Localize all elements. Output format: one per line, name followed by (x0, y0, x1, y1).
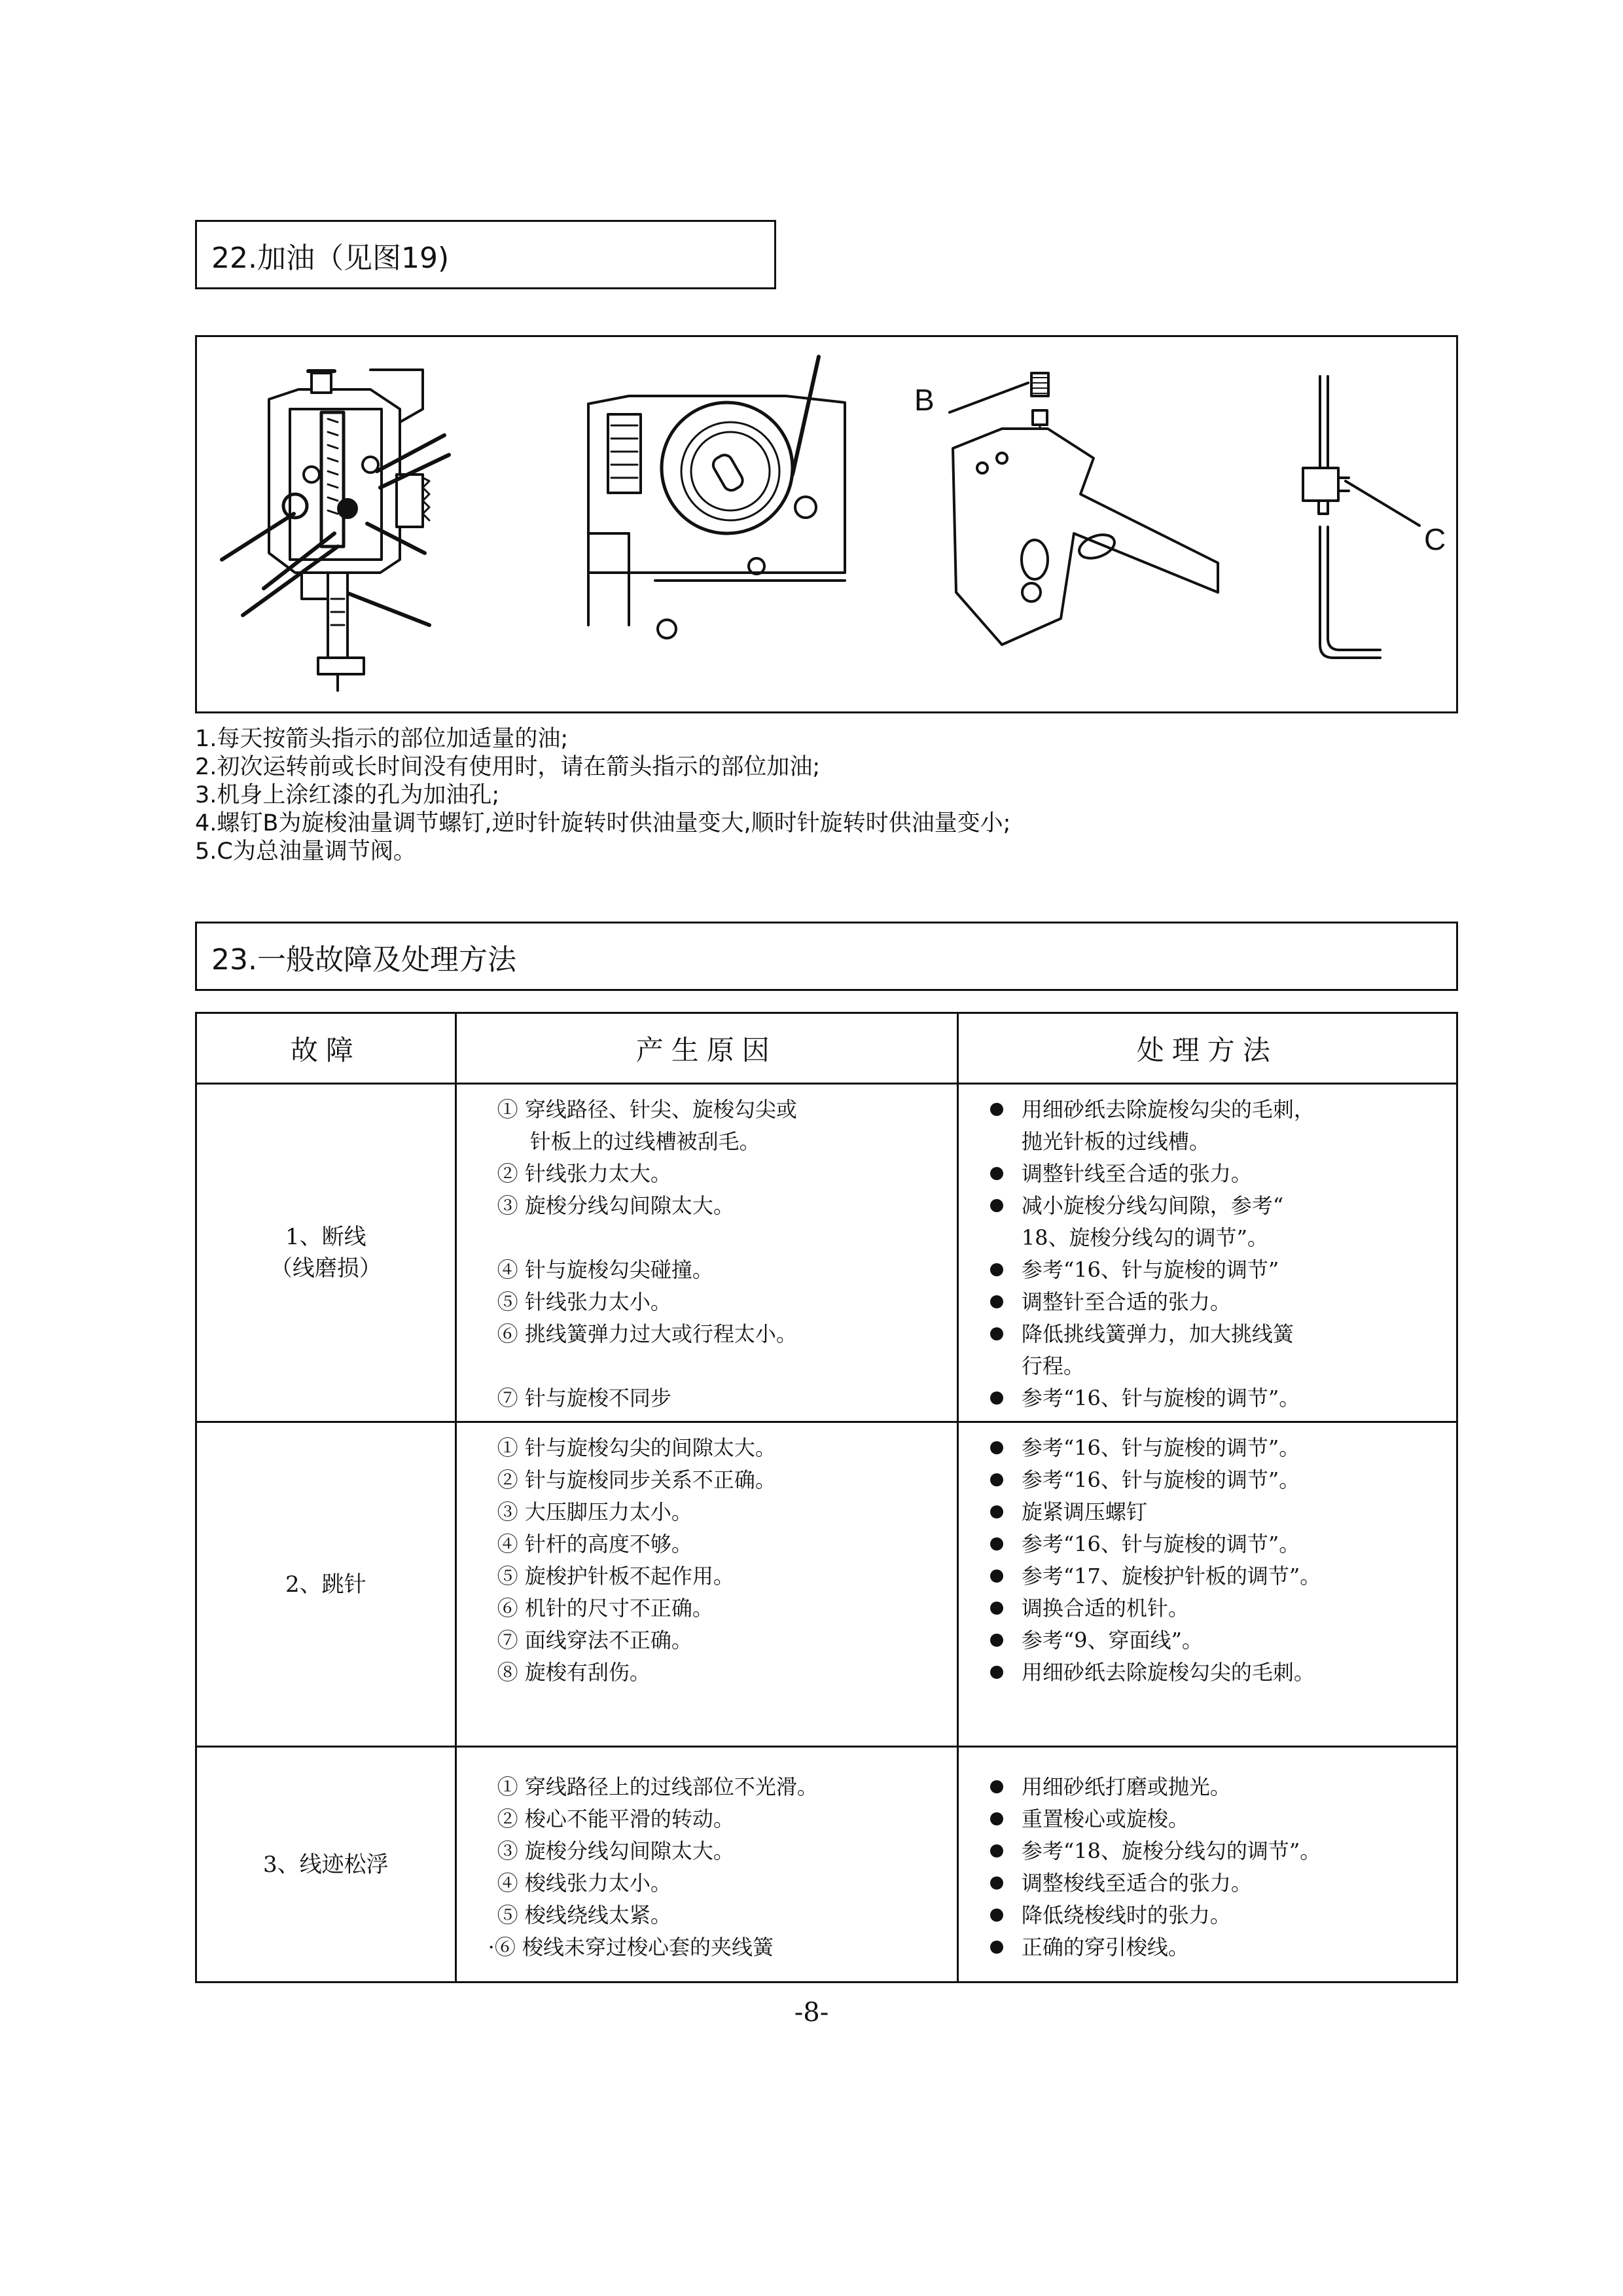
header-cause: 产生原因 (455, 1013, 957, 1084)
cause-spacer (457, 1350, 957, 1382)
fix-line: 调整针线至合适的张力。 (959, 1158, 1456, 1190)
cause-line: ⑦ 针与旋梭不同步 (497, 1386, 671, 1410)
cause-spacer (457, 1222, 957, 1254)
fix-line: 重置梭心或旋梭。 (959, 1803, 1456, 1835)
oiling-figure (195, 335, 1458, 713)
bullet-icon (990, 1295, 1003, 1308)
cause-line: ④ 针杆的高度不够。 (497, 1532, 692, 1556)
oiling-figure-illustration (197, 337, 1456, 711)
machine-head-drawing (222, 370, 449, 691)
cause-line: ② 针线张力太大。 (497, 1161, 671, 1186)
bullet-icon (990, 1505, 1003, 1518)
note-item: 2.初次运转前或长时间没有使用时，请在箭头指示的部位加油; (195, 754, 821, 780)
fault-subname: （线磨损） (270, 1255, 382, 1282)
fault-cell (196, 1747, 456, 1982)
note-item: 3.机身上涂红漆的孔为加油孔; (195, 782, 500, 808)
cause-line: ④ 梭线张力太小。 (497, 1871, 671, 1895)
cause-line: ⑧ 旋梭有刮伤。 (497, 1660, 651, 1685)
cause-line: ⑦ 面线穿法不正确。 (497, 1628, 692, 1653)
section-22-title-box (195, 220, 776, 289)
bullet-icon (990, 1570, 1003, 1583)
bullet-icon (990, 1666, 1003, 1679)
bullet-icon (990, 1473, 1003, 1486)
section-23-title: 23.一般故障及处理方法 (211, 943, 516, 977)
fix-line: 旋紧调压螺钉 (959, 1496, 1456, 1528)
cause-cell (455, 1422, 957, 1747)
fix-line: 用细砂纸去除旋梭勾尖的毛刺。 (959, 1657, 1456, 1689)
fix-line: 调整针至合适的张力。 (959, 1286, 1456, 1318)
fix-line: 参考“16、针与旋梭的调节”。 (959, 1528, 1456, 1560)
fix-line: 参考“17、旋梭护针板的调节”。 (959, 1560, 1456, 1592)
table-row (196, 1084, 1457, 1422)
header-fault: 故障 (196, 1013, 456, 1084)
bullet-icon (990, 1876, 1003, 1890)
cause-cell (455, 1747, 957, 1982)
cause-cell (455, 1084, 957, 1422)
fix-cell (957, 1422, 1457, 1747)
bullet-icon (990, 1537, 1003, 1551)
label-c: C (1424, 522, 1446, 556)
cause-line: ② 梭心不能平滑的转动。 (497, 1806, 734, 1831)
note-item: 5.C为总油量调节阀。 (195, 838, 416, 865)
screw-b-drawing (950, 373, 1218, 645)
fault-name: 2、跳针 (285, 1571, 366, 1598)
cause-line: ③ 旋梭分线勾间隙太大。 (497, 1193, 734, 1218)
cause-line: ·⑥ 梭线未穿过梭心套的夹线簧 (488, 1935, 774, 1960)
bullet-icon (990, 1844, 1003, 1857)
valve-c-drawing (1303, 376, 1419, 658)
fix-line: 用细砂纸打磨或抛光。 (959, 1771, 1456, 1803)
fix-line: 行程。 (1021, 1354, 1084, 1378)
cause-line: 针板上的过线槽被刮毛。 (529, 1129, 760, 1154)
fix-cell (957, 1747, 1457, 1982)
page-number: -8- (794, 1998, 829, 2028)
cause-line: ① 针与旋梭勾尖的间隙太大。 (497, 1435, 776, 1460)
fix-line: 调换合适的机针。 (959, 1592, 1456, 1624)
fix-line: 正确的穿引梭线。 (959, 1931, 1456, 1964)
fix-line: 参考“16、针与旋梭的调节”。 (959, 1464, 1456, 1496)
fix-line: 18、旋梭分线勾的调节”。 (1021, 1225, 1268, 1250)
bullet-icon (990, 1780, 1003, 1793)
fix-line: 抛光针板的过线槽。 (1021, 1129, 1210, 1154)
cause-line: ⑤ 旋梭护针板不起作用。 (497, 1564, 734, 1588)
bullet-icon (990, 1103, 1003, 1116)
cause-line: ② 针与旋梭同步关系不正确。 (497, 1467, 776, 1492)
fix-line: 参考“9、穿面线”。 (959, 1624, 1456, 1657)
table-row (196, 1422, 1457, 1747)
header-fix: 处理方法 (957, 1013, 1457, 1084)
fix-line: 减小旋梭分线勾间隙，参考“ (959, 1190, 1456, 1222)
fault-name: 1、断线 (285, 1224, 366, 1250)
rotary-hook-drawing (588, 357, 845, 638)
fault-cell (196, 1422, 456, 1747)
cause-line: ④ 针与旋梭勾尖碰撞。 (497, 1257, 713, 1282)
cause-line: ③ 大压脚压力太小。 (497, 1499, 692, 1524)
bullet-icon (990, 1812, 1003, 1825)
oiling-notes (195, 725, 1465, 866)
bullet-icon (990, 1441, 1003, 1454)
label-b: B (914, 383, 935, 417)
note-item: 1.每天按箭头指示的部位加适量的油; (195, 726, 569, 752)
fault-cell (196, 1084, 456, 1422)
fix-cell (957, 1084, 1457, 1422)
cause-line: ⑥ 机针的尺寸不正确。 (497, 1596, 713, 1621)
fix-line: 降低绕梭线时的张力。 (959, 1899, 1456, 1931)
section-23-title-box (195, 922, 1458, 991)
table-header-row (196, 1013, 1457, 1084)
cause-line: ① 穿线路径上的过线部位不光滑。 (497, 1774, 818, 1799)
fix-line: 调整梭线至适合的张力。 (959, 1867, 1456, 1899)
bullet-icon (990, 1941, 1003, 1954)
fix-line: 参考“16、针与旋梭的调节”。 (959, 1382, 1456, 1414)
fix-line: 参考“18、旋梭分线勾的调节”。 (959, 1835, 1456, 1867)
table-row (196, 1747, 1457, 1982)
fix-line: 用细砂纸去除旋梭勾尖的毛刺， (959, 1094, 1456, 1126)
section-22-title: 22.加油（见图19) (211, 242, 450, 275)
fix-line: 参考“16、针与旋梭的调节” (959, 1254, 1456, 1286)
bullet-icon (990, 1263, 1003, 1276)
cause-line: ① 穿线路径、针尖、旋梭勾尖或 (497, 1097, 797, 1122)
fault-name: 3、线迹松浮 (263, 1851, 389, 1878)
bullet-icon (990, 1167, 1003, 1180)
cause-line: ⑤ 梭线绕线太紧。 (497, 1903, 671, 1928)
bullet-icon (990, 1634, 1003, 1647)
cause-line: ⑤ 针线张力太小。 (497, 1289, 671, 1314)
bullet-icon (990, 1199, 1003, 1212)
bullet-icon (990, 1909, 1003, 1922)
cause-line: ③ 旋梭分线勾间隙太大。 (497, 1839, 734, 1863)
bullet-icon (990, 1391, 1003, 1405)
bullet-icon (990, 1327, 1003, 1340)
bullet-icon (990, 1602, 1003, 1615)
cause-line: ⑥ 挑线簧弹力过大或行程太小。 (497, 1321, 797, 1346)
note-item: 4.螺钉B为旋梭油量调节螺钉,逆时针旋转时供油量变大,顺时针旋转时供油量变小; (195, 810, 1011, 836)
fix-line: 降低挑线簧弹力，加大挑线簧 (959, 1318, 1456, 1350)
fix-line: 参考“16、针与旋梭的调节”。 (959, 1432, 1456, 1464)
fault-table (195, 1012, 1458, 1983)
